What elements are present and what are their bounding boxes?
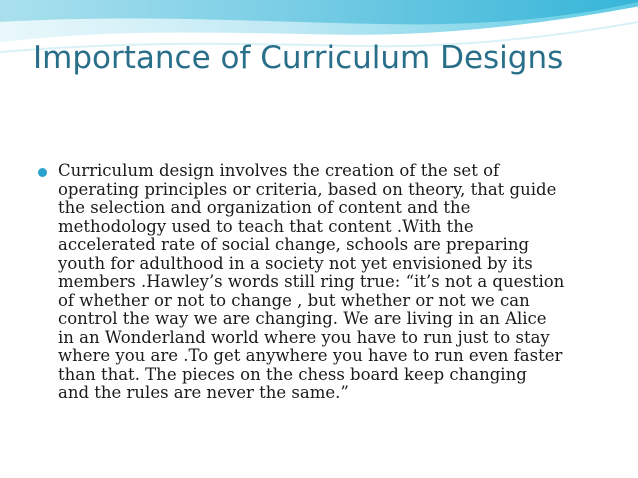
bullet-line: of whether or not to change , but whether or not we can bbox=[58, 290, 530, 310]
bullet-line: control the way we are changing. We are living in an Alice bbox=[58, 309, 547, 328]
bullet-line: than that. The pieces on the chess board keep changing bbox=[58, 364, 527, 384]
bullet-line: the selection and organization of content and the bbox=[58, 198, 471, 217]
slide-title: Importance of Curriculum Designs bbox=[33, 40, 564, 76]
bullet-line: where you are .To get anywhere you have to run even faster bbox=[58, 346, 563, 365]
bullet-line: and the rules are never the same.” bbox=[58, 383, 349, 402]
bullet-dot-icon bbox=[38, 168, 47, 177]
bullet-line: in an Wonderland world where you have to run just to stay bbox=[58, 327, 550, 347]
bullet-line: methodology used to teach that content .With the bbox=[58, 216, 474, 236]
bullet-line: Curriculum design involves the creation of the set of bbox=[58, 161, 500, 180]
bullet-line: members .Hawley’s words still ring true: “it’s not a question bbox=[58, 272, 565, 291]
bullet-line: operating principles or criteria, based on theory, that guide bbox=[58, 179, 557, 199]
bullet-line: accelerated rate of social change, schools are preparing bbox=[58, 235, 530, 254]
bullet-text bbox=[58, 162, 618, 403]
bullet-line: youth for adulthood in a society not yet envisioned by its bbox=[58, 253, 533, 273]
